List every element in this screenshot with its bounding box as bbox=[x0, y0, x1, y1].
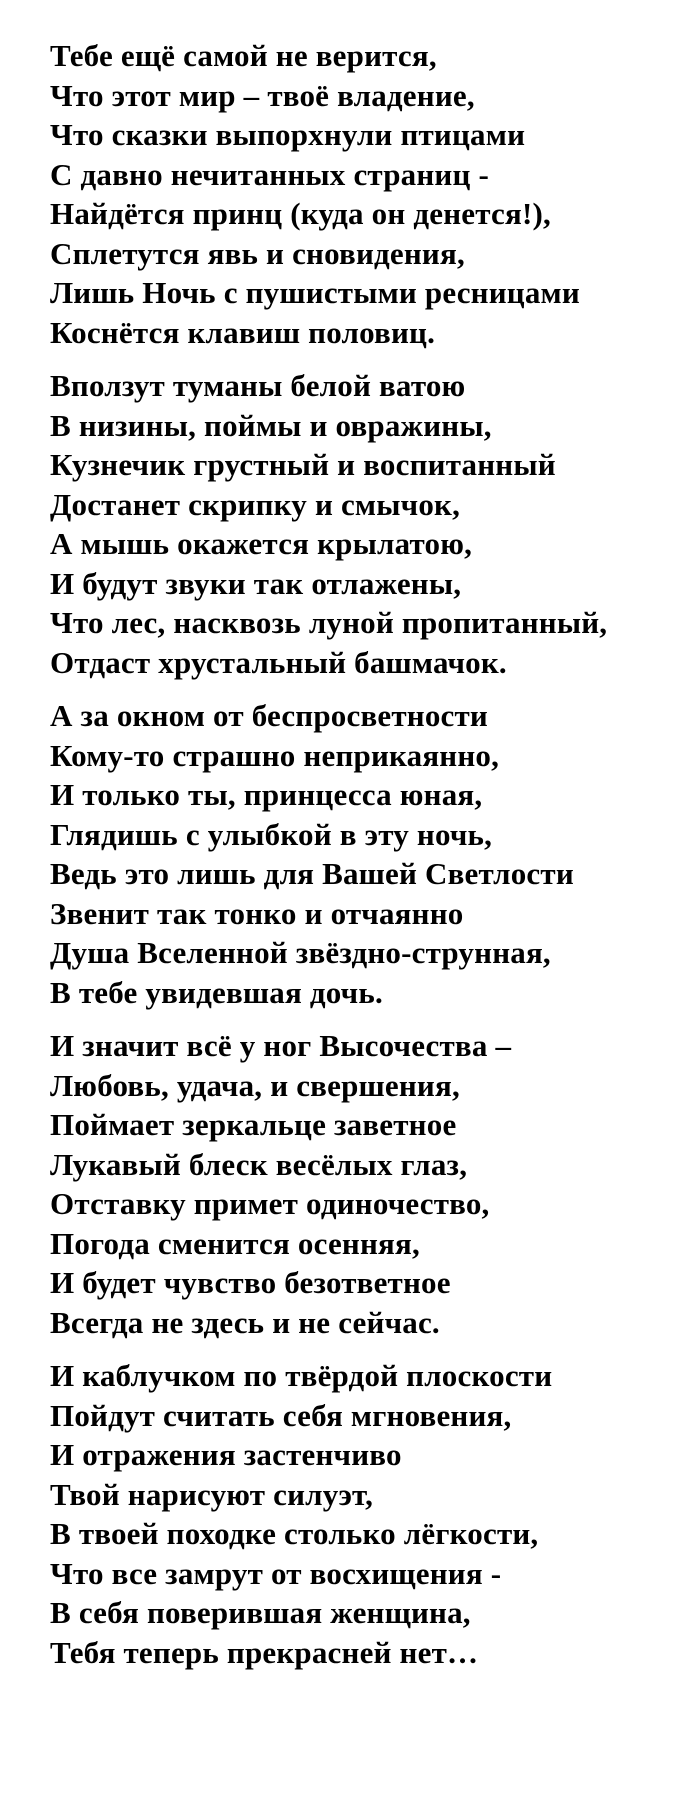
poem-line: Что этот мир – твоё владение, bbox=[50, 77, 475, 113]
poem-stanza-5 bbox=[50, 1356, 680, 1672]
poem-line: Душа Вселенной звёздно-струнная, bbox=[50, 935, 551, 970]
poem-line: Тебя теперь прекрасней нет… bbox=[50, 1634, 479, 1670]
poem-line: Сплетутся явь и сновидения, bbox=[50, 235, 465, 271]
poem-line: Достанет скрипку и смычок, bbox=[50, 486, 461, 522]
poem-line: Что сказки выпорхнули птицами bbox=[50, 117, 526, 152]
poem-line: Коснётся клавиш половиц. bbox=[50, 314, 436, 350]
poem-line: Любовь, удача, и свершения, bbox=[50, 1067, 460, 1103]
poem-line: И отражения застенчиво bbox=[50, 1437, 402, 1472]
poem-stanza-1 bbox=[50, 36, 680, 352]
poem-line: Твой нарисуют силуэт, bbox=[50, 1476, 374, 1512]
poem-line: Тебе ещё самой не верится, bbox=[50, 38, 437, 73]
poem-line: Лукавый блеск весёлых глаз, bbox=[50, 1146, 468, 1182]
poem-line: Найдётся принц (куда он денется!), bbox=[50, 196, 551, 231]
poem-line: Лишь Ночь с пушистыми ресницами bbox=[50, 275, 580, 310]
poem-stanza-2 bbox=[50, 366, 680, 682]
poem-line: В тебе увидевшая дочь. bbox=[50, 974, 383, 1010]
poem-line: Глядишь с улыбкой в эту ночь, bbox=[50, 816, 493, 852]
poem-line: И каблучком по твёрдой плоскости bbox=[50, 1358, 553, 1393]
poem-line: Отдаст хрустальный башмачок. bbox=[50, 644, 507, 680]
poem-line: Кому-то страшно неприкаянно, bbox=[50, 737, 500, 773]
poem-line: В твоей походке столько лёгкости, bbox=[50, 1516, 539, 1551]
poem-stanza-4 bbox=[50, 1026, 680, 1342]
poem-line: Что лес, насквозь луной пропитанный, bbox=[50, 605, 608, 640]
poem-line: Кузнечик грустный и воспитанный bbox=[50, 447, 556, 482]
poem-line: Вползут туманы белой ватою bbox=[50, 368, 466, 403]
poem-line: Отставку примет одиночество, bbox=[50, 1186, 490, 1221]
poem-line: Ведь это лишь для Вашей Светлости bbox=[50, 856, 574, 891]
poem-line: А мышь окажется крылатою, bbox=[50, 526, 473, 561]
poem-line: Звенит так тонко и отчаянно bbox=[50, 895, 464, 931]
poem-line: Погода сменится осенняя, bbox=[50, 1225, 420, 1261]
poem-stanza-3 bbox=[50, 696, 680, 1012]
poem-line: С давно нечитанных страниц - bbox=[50, 156, 490, 192]
poem-line: Что все замрут от восхищения - bbox=[50, 1555, 502, 1591]
poem-line: И значит всё у ног Высочества – bbox=[50, 1028, 512, 1063]
poem-line: И будут звуки так отлажены, bbox=[50, 565, 462, 601]
poem-line: А за окном от беспросветности bbox=[50, 698, 488, 733]
poem-line: В низины, поймы и овражины, bbox=[50, 407, 492, 443]
poem-line: Всегда не здесь и не сейчас. bbox=[50, 1304, 440, 1340]
poem-line: Поймает зеркальце заветное bbox=[50, 1107, 457, 1142]
poem-line: И будет чувство безответное bbox=[50, 1265, 451, 1300]
poem-line: В себя поверившая женщина, bbox=[50, 1595, 471, 1630]
poem-line: И только ты, принцесса юная, bbox=[50, 777, 483, 812]
poem-line: Пойдут считать себя мгновения, bbox=[50, 1397, 512, 1433]
poem-text bbox=[50, 36, 680, 1672]
